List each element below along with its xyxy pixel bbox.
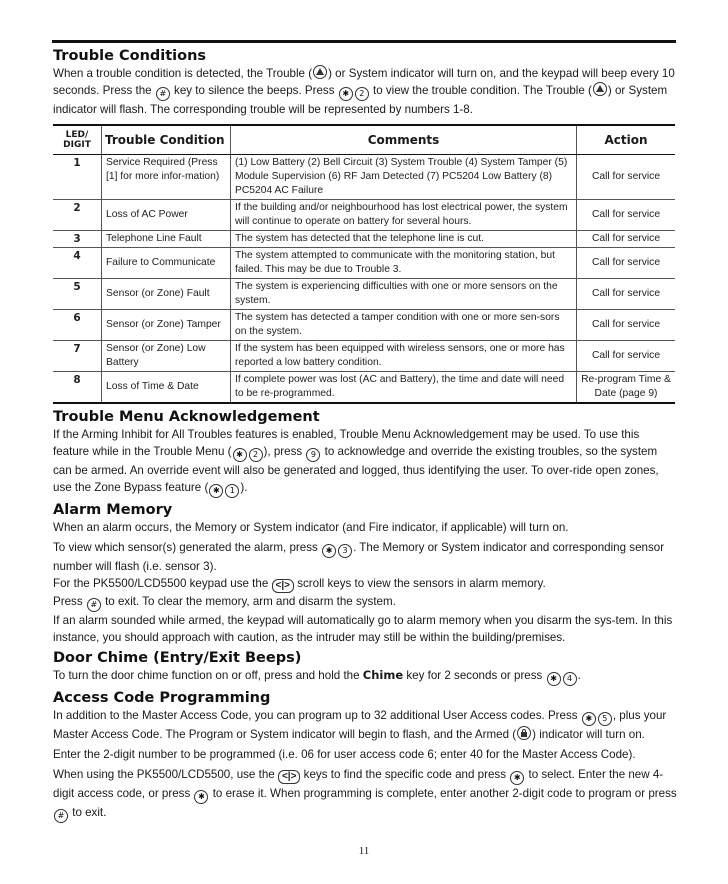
row-comments: The system has detected a tamper condition with one or more sen-sors on the system. <box>231 310 577 341</box>
trouble-menu-ack-text <box>53 426 677 498</box>
text-run: When a trouble condition is detected, the Trouble ( <box>53 67 313 80</box>
table-header-row <box>53 125 675 155</box>
section-title-door-chime: Door Chime (Entry/Exit Beeps) <box>53 650 302 666</box>
text-run: . The Memory or System indicator and corresponding sensor number will flash (i.e. sensor 3). <box>53 541 665 573</box>
row-condition: Sensor (or Zone) Tamper <box>102 310 231 341</box>
row-comments: The system is experiencing difficulties with one or more sensors on the system. <box>231 279 577 310</box>
scroll-keys-icon: <|> <box>272 579 294 593</box>
text-run: If the Arming Inhibit for All Troubles features is enabled, Trouble Menu Acknowledgement may be used. To use this feature while in the Trouble Menu ( <box>53 428 640 458</box>
header-led-digit: LED/ DIGIT <box>53 125 102 155</box>
star-key-icon: ✱ <box>547 672 561 686</box>
key-2-icon: 2 <box>249 448 263 462</box>
text-run: to select. Enter the new 4-digit access code, or press <box>53 768 664 800</box>
table-row <box>53 155 675 200</box>
row-number: 4 <box>53 248 102 279</box>
text-run: ) indicator will turn on. <box>532 728 645 741</box>
row-condition: Service Required (Press [1] for more infor-mation) <box>102 155 231 200</box>
section-title-trouble-conditions: Trouble Conditions <box>53 48 207 64</box>
row-comments: The system attempted to communicate with the monitoring station, but failed. This may be due to Trouble 3. <box>231 248 577 279</box>
row-number: 5 <box>53 279 102 310</box>
section-title-alarm-memory: Alarm Memory <box>53 502 173 518</box>
scroll-keys-icon: <|> <box>278 770 300 784</box>
row-action: Call for service <box>577 248 676 279</box>
row-action: Call for service <box>577 200 676 231</box>
row-action: Call for service <box>577 279 676 310</box>
row-comments: If the building and/or neighbourhood has lost electrical power, the system will continue to operate on battery for several hours. <box>231 200 577 231</box>
row-condition: Sensor (or Zone) Low Battery <box>102 341 231 372</box>
star-key-icon: ✱ <box>322 544 336 558</box>
alarm-memory-p5: If an alarm sounded while armed, the keypad will automatically go to alarm memory when you disarm the sys-tem. In this instance, you should approach with caution, as the intruder may still be within the building/premises. <box>53 614 673 644</box>
text-run: Press <box>53 595 86 608</box>
star-key-icon: ✱ <box>582 712 596 726</box>
row-action: Call for service <box>577 231 676 248</box>
row-number: 7 <box>53 341 102 372</box>
key-5-icon: 5 <box>598 712 612 726</box>
text-run: key to silence the beeps. Press <box>170 84 338 97</box>
alarm-memory-p3 <box>53 575 677 593</box>
key-4-icon: 4 <box>563 672 577 686</box>
text-run: For the PK5500/LCD5500 keypad use the <box>53 577 272 590</box>
key-9-icon: 9 <box>306 448 320 462</box>
key-1-icon: 1 <box>225 484 239 498</box>
text-run: to exit. To clear the memory, arm and disarm the system. <box>101 595 396 608</box>
text-run: to exit. <box>69 806 107 819</box>
table-row <box>53 310 675 341</box>
armed-lock-icon <box>517 726 531 740</box>
section-title-trouble-menu-ack: Trouble Menu Acknowledgement <box>53 409 320 425</box>
text-run: ). <box>240 481 248 494</box>
row-condition: Loss of AC Power <box>102 200 231 231</box>
table-row <box>53 200 675 231</box>
key-3-icon: 3 <box>338 544 352 558</box>
row-comments: The system has detected that the telephone line is cut. <box>231 231 577 248</box>
trouble-table <box>53 124 675 404</box>
row-action: Call for service <box>577 310 676 341</box>
star-key-icon: ✱ <box>209 484 223 498</box>
alarm-memory-p4 <box>53 593 677 612</box>
page-content <box>53 47 677 823</box>
text-run: to view the trouble condition. The Trouble ( <box>369 84 592 97</box>
table-row <box>53 372 675 404</box>
header-comments: Comments <box>231 125 577 155</box>
text-run: ) or System indicator will turn on, and the keypad will beep every 10 seconds. Press the <box>53 67 675 97</box>
table-row <box>53 279 675 310</box>
alarm-memory-p2 <box>53 539 677 575</box>
star-key-icon: ✱ <box>510 771 524 785</box>
section-title-access-code: Access Code Programming <box>53 690 271 706</box>
text-run: ) or System indicator will flash. The corresponding trouble will be represented by numbers 1-8. <box>53 84 668 116</box>
text-run: ), press <box>263 445 306 458</box>
text-run: When using the PK5500/LCD5500, use the <box>53 768 278 781</box>
row-number: 8 <box>53 372 102 404</box>
star-key-icon: ✱ <box>233 448 247 462</box>
chime-key-label: Chime <box>362 668 404 682</box>
text-run: keys to find the specific code and press <box>300 768 510 781</box>
header-action: Action <box>577 125 676 155</box>
table-row <box>53 341 675 372</box>
star-key-icon: ✱ <box>194 790 208 804</box>
row-comments: (1) Low Battery (2) Bell Circuit (3) System Trouble (4) System Tamper (5) Module Supervision (6) RF Jam Detected (7) PC5204 Low Battery (8) PC5204 AC Failure <box>231 155 577 200</box>
trouble-triangle-icon <box>593 82 607 96</box>
access-code-p1 <box>53 707 677 743</box>
page-number: 11 <box>358 845 370 857</box>
row-condition: Loss of Time & Date <box>102 372 231 404</box>
text-run: to erase it. When programming is complete, enter another 2-digit code to program or press <box>209 787 677 800</box>
row-action: Re-program Time & Date (page 9) <box>577 372 676 404</box>
text-run: scroll keys to view the sensors in alarm memory. <box>293 577 546 590</box>
row-number: 1 <box>53 155 102 200</box>
text-run: To view which sensor(s) generated the alarm, press <box>53 541 322 554</box>
row-number: 2 <box>53 200 102 231</box>
row-condition: Failure to Communicate <box>102 248 231 279</box>
row-comments: If the system has been equipped with wireless sensors, one or more has reported a low battery condition. <box>231 341 577 372</box>
text-run: , plus your Master Access Code. The Program or System indicator will begin to flash, and the Armed ( <box>53 709 667 741</box>
text-run: In addition to the Master Access Code, you can program up to 32 additional User Access codes. Press <box>53 709 581 722</box>
row-action: Call for service <box>577 341 676 372</box>
text-run: To turn the door chime function on or off, press and hold the <box>53 669 363 682</box>
access-code-p2: Enter the 2-digit number to be programmed (i.e. 06 for user access code 6; enter 40 for the Master Access Code). <box>53 748 636 761</box>
text-run: key for 2 seconds or press <box>403 669 546 682</box>
key-2-icon: 2 <box>355 87 369 101</box>
table-row <box>53 231 675 248</box>
hash-key-icon: # <box>156 87 170 101</box>
hash-key-icon: # <box>54 809 68 823</box>
text-run: to acknowledge and override the existing troubles, so the system can be armed. An override event will also be generated and logged, thus identifying the user. To over-ride open zones, use the Zone Bypass feature ( <box>53 445 659 494</box>
trouble-conditions-text <box>53 65 677 118</box>
row-number: 6 <box>53 310 102 341</box>
row-number: 3 <box>53 231 102 248</box>
row-condition: Telephone Line Fault <box>102 231 231 248</box>
hash-key-icon: # <box>87 598 101 612</box>
access-code-p3 <box>53 766 677 823</box>
row-action: Call for service <box>577 155 676 200</box>
star-key-icon: ✱ <box>339 87 353 101</box>
alarm-memory-p1: When an alarm occurs, the Memory or System indicator (and Fire indicator, if applicable) will turn on. <box>53 521 569 534</box>
row-condition: Sensor (or Zone) Fault <box>102 279 231 310</box>
table-row <box>53 248 675 279</box>
top-rule <box>52 40 676 43</box>
header-trouble-condition: Trouble Condition <box>102 125 231 155</box>
trouble-triangle-icon <box>313 65 327 79</box>
text-run: . <box>577 669 581 682</box>
door-chime-text <box>53 667 677 686</box>
row-comments: If complete power was lost (AC and Battery), the time and date will need to be re-programmed. <box>231 372 577 404</box>
